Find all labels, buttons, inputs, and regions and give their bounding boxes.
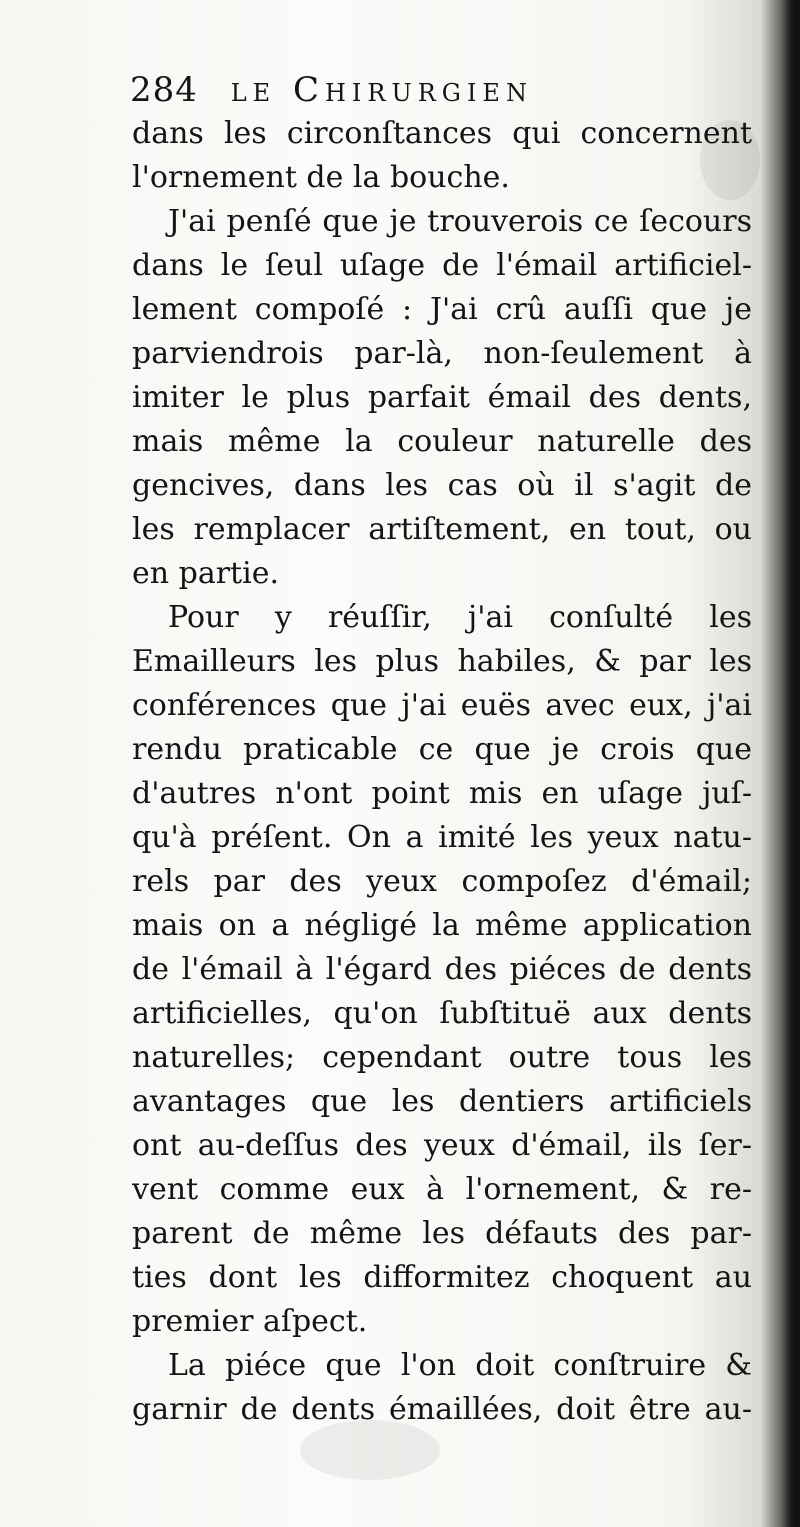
text-line: artificielles, qu'on ſubſtituë aux dents	[132, 996, 752, 1031]
text-line: Emailleurs les plus habiles, & par les	[132, 644, 752, 679]
text-line: gencives, dans les cas où il s'agit de	[132, 468, 752, 503]
text-line: en partie.	[132, 556, 279, 591]
text-line: J'ai penſé que je trouverois ce ſecours	[168, 204, 752, 239]
text-line: mais on a négligé la même application	[132, 908, 752, 943]
text-line: mais même la couleur naturelle des	[132, 424, 752, 459]
text-line: vent comme eux à l'ornement, & re-	[132, 1172, 752, 1207]
text-line: ont au-deſſus des yeux d'émail, ils ſer-	[132, 1128, 752, 1163]
text-line: parent de même les défauts des par-	[132, 1216, 752, 1251]
text-line: de l'émail à l'égard des piéces de dents	[132, 952, 752, 987]
text-line: ties dont les difformitez choquent au	[132, 1260, 752, 1295]
running-head: le Chirurgien	[230, 70, 533, 110]
text-line: d'autres n'ont point mis en uſage juſ-	[132, 776, 752, 811]
text-line: lement compoſé : J'ai crû auſſi que je	[132, 292, 752, 327]
text-line: parviendrois par-là, non-ſeulement à	[132, 336, 752, 371]
page-edge-shadow	[782, 0, 800, 1527]
text-line: Pour y réuſſir, j'ai conſulté les	[168, 600, 752, 635]
text-line: La piéce que l'on doit conſtruire &	[168, 1348, 752, 1383]
text-line: avantages que les dentiers artificiels	[132, 1084, 752, 1119]
page-header	[130, 68, 533, 112]
text-line: les remplacer artiſtement, en tout, ou	[132, 512, 752, 547]
text-line: rels par des yeux compoſez d'émail;	[132, 864, 752, 899]
page-number: 284	[130, 70, 198, 110]
text-line: dans les circonſtances qui concernent	[132, 116, 752, 151]
text-line: imiter le plus parfait émail des dents,	[132, 380, 752, 415]
text-line: conférences que j'ai euës avec eux, j'ai	[132, 688, 752, 723]
text-line: l'ornement de la bouche.	[132, 160, 510, 195]
text-line: rendu praticable ce que je crois que	[132, 732, 752, 767]
body-text	[132, 112, 752, 1432]
text-line: qu'à préſent. On a imité les yeux natu-	[132, 820, 752, 855]
text-line: garnir de dents émaillées, doit être au-	[132, 1392, 752, 1427]
text-line: dans le ſeul uſage de l'émail artificiel-	[132, 248, 752, 283]
text-line: naturelles; cependant outre tous les	[132, 1040, 752, 1075]
text-line: premier aſpect.	[132, 1304, 368, 1339]
